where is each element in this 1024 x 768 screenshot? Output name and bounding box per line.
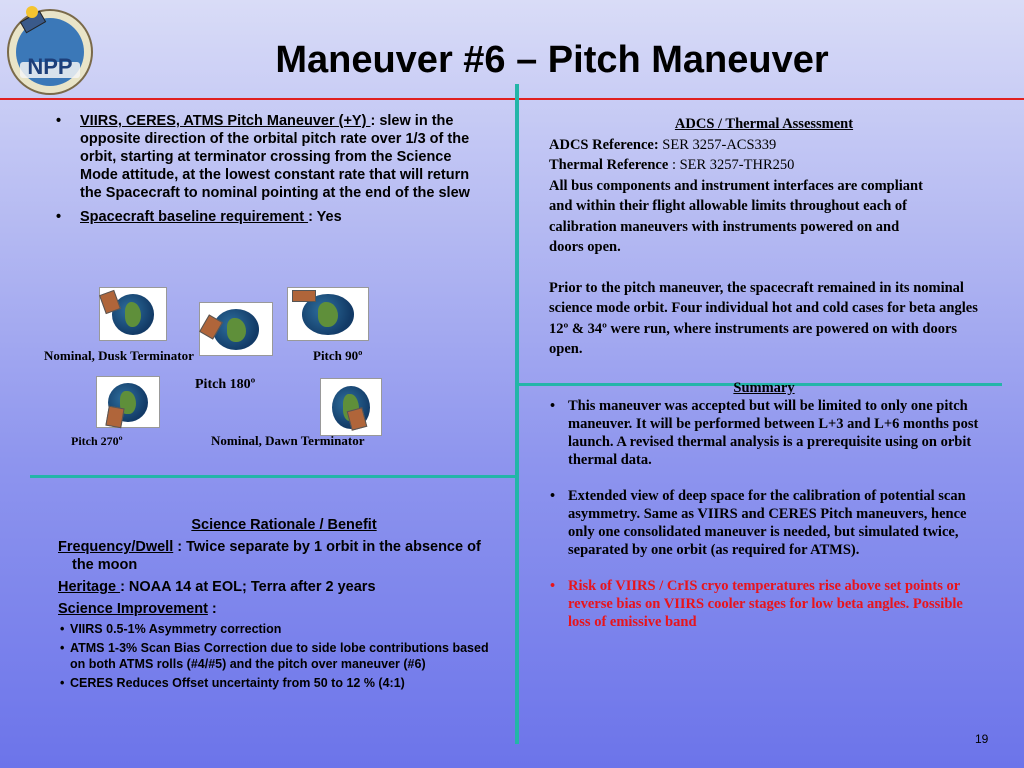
frequency-dwell bbox=[58, 538, 496, 574]
adcs-reference-label: ADCS Reference: bbox=[549, 136, 659, 153]
adcs-title: ADCS / Thermal Assessment bbox=[674, 116, 854, 132]
globe-nominal-dusk bbox=[99, 287, 167, 341]
globe-nominal-dawn bbox=[320, 378, 382, 436]
logo-text: NPP bbox=[27, 54, 73, 79]
heritage bbox=[58, 578, 496, 596]
title-rule bbox=[0, 98, 1024, 100]
page-number: 19 bbox=[975, 732, 989, 746]
thermal-reference bbox=[549, 155, 989, 176]
pitch-maneuver-text: : slew in the opposite direction of the orbital pitch rate over 1/3 of the orbit, starting at terminator crossing from the Science Mode attitude, at the lowest constant rate that will return the Spacecraft to nominal pointing at the end of the slew bbox=[80, 113, 470, 201]
science-improvement-label: Science Improvement bbox=[58, 601, 208, 617]
adcs-thermal-assessment bbox=[549, 114, 989, 360]
maneuver-description bbox=[52, 112, 492, 226]
science-improvement bbox=[58, 600, 496, 618]
caption-nominal-dawn: Nominal, Dawn Terminator bbox=[211, 433, 365, 448]
frequency-dwell-label: Frequency/Dwell bbox=[58, 539, 174, 555]
adcs-paragraph: All bus components and instrument interfaces are compliant and within their flight allowable limits throughout each of calibration maneuvers with instruments powered on and doors open. bbox=[549, 177, 923, 255]
heritage-label: Heritage bbox=[58, 579, 121, 595]
science-rationale-title: Science Rationale / Benefit bbox=[191, 517, 377, 533]
summary-title: Summary bbox=[733, 380, 795, 396]
improvement-item: • ATMS 1-3% Scan Bias Correction due to side lobe contributions based on both ATMS rolls (#4/#5) and the pitch over maneuver (#6) bbox=[56, 640, 496, 672]
adcs-paragraph: Prior to the pitch maneuver, the spacecraft remained in its nominal science mode orbit. Four individual hot and cold cases for beta angles 12º & 34º were run, where instruments are powered on with doors open. bbox=[549, 279, 978, 357]
globe-pitch-180 bbox=[287, 287, 369, 341]
risk-bullet: • Risk of VIIRS / CrIS cryo temperatures rise above set points or reverse bias on VIIRS cooler stages for low beta angles. Possible loss of emissive band bbox=[546, 577, 963, 631]
heritage-text: : NOAA 14 at EOL; Terra after 2 years bbox=[120, 579, 376, 595]
summary-bullet: • Extended view of deep space for the calibration of potential scan asymmetry. Same as VIIRS and CERES Pitch maneuvers, hence only one consolidated maneuver is needed, but simulated twice, separated by one orbit (as required for ATMS). bbox=[546, 487, 986, 559]
summary-bullets bbox=[546, 397, 986, 631]
thermal-reference-value: : SER 3257-THR250 bbox=[668, 157, 795, 173]
caption-pitch-90: Pitch 90º bbox=[313, 348, 363, 363]
globe-pitch-90 bbox=[199, 302, 273, 356]
bullet-pitch-maneuver bbox=[52, 112, 492, 202]
bullet-baseline-requirement bbox=[52, 208, 492, 226]
caption-pitch-270: Pitch 270º bbox=[71, 434, 123, 448]
globe-pitch-270 bbox=[96, 376, 160, 428]
vertical-divider bbox=[515, 84, 519, 744]
improvement-item: • CERES Reduces Offset uncertainty from 50 to 12 % (4:1) bbox=[56, 675, 496, 691]
pitch-maneuver-heading: VIIRS, CERES, ATMS Pitch Maneuver (+Y) bbox=[80, 113, 371, 129]
baseline-requirement-heading: Spacecraft baseline requirement bbox=[80, 209, 309, 225]
frequency-dwell-text: : Twice separate by 1 orbit in the absence of the moon bbox=[72, 539, 481, 573]
summary-bullet: • This maneuver was accepted but will be limited to only one pitch maneuver. It will be performed between L+3 and L+6 months post launch. A revised thermal analysis is a prerequisite using on orbit thermal data. bbox=[546, 397, 986, 469]
science-rationale bbox=[56, 516, 496, 691]
slide-title: Maneuver #6 – Pitch Maneuver bbox=[275, 39, 829, 81]
caption-nominal-dusk: Nominal, Dusk Terminator bbox=[44, 348, 194, 363]
science-improvement-text: : bbox=[207, 601, 217, 617]
improvement-item: • VIIRS 0.5-1% Asymmetry correction bbox=[56, 621, 496, 637]
adcs-reference bbox=[549, 135, 989, 156]
left-horizontal-divider bbox=[30, 475, 516, 478]
adcs-reference-value: SER 3257-ACS339 bbox=[658, 136, 777, 153]
baseline-requirement-value: : Yes bbox=[308, 209, 342, 225]
thermal-reference-label: Thermal Reference bbox=[549, 157, 669, 173]
caption-pitch-180: Pitch 180º bbox=[195, 377, 256, 392]
